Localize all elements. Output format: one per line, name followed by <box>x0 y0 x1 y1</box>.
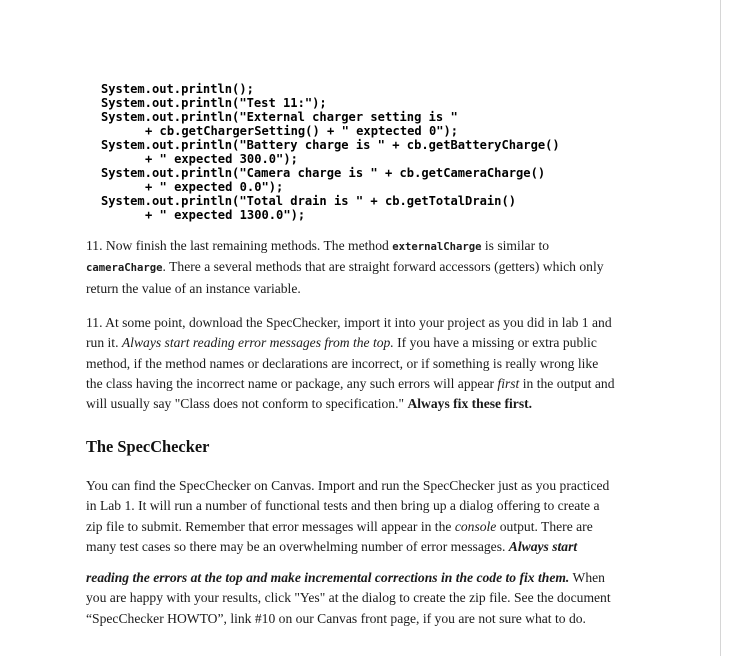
paragraph-text: output. There are <box>496 518 593 534</box>
paragraph-text: When <box>569 570 605 585</box>
code-line: + " expected 1300.0"); <box>145 208 306 222</box>
paragraph-text: method, if the method names or declarations are incorrect, or if something is really wrong like <box>86 355 599 371</box>
emphasis-text: first <box>497 375 520 391</box>
code-line: System.out.println("Test 11:"); <box>101 96 327 110</box>
paragraph-text: If you have a missing or extra public <box>393 335 597 351</box>
paragraph-text: . There a several methods that are straight forward accessors (getters) which only <box>162 259 604 275</box>
code-line: System.out.println("Battery charge is " + cb.getBatteryCharge() <box>101 138 560 152</box>
paragraph-text: in the output and <box>519 375 615 391</box>
paragraph-text: 11. Now finish the last remaining methods. The method <box>86 238 393 253</box>
paragraph-text: in Lab 1. It will run a number of functional tests and then bring up a dialog offering to create a <box>86 498 600 514</box>
paragraph-text: will usually say "Class does not conform to specification." <box>86 396 408 412</box>
paragraph-text: You can find the SpecChecker on Canvas. Import and run the SpecChecker just as you practiced <box>86 478 610 493</box>
section-heading: The SpecChecker <box>86 437 210 456</box>
paragraph-text: the class having the incorrect name or package, any such errors will appear <box>86 375 498 391</box>
paragraph-specchecker-continue <box>86 568 651 629</box>
emphasis-text: Always start reading error messages from the top. <box>121 335 394 351</box>
paragraph-text: you are happy with your results, click "Yes" at the dialog to create the zip file. See the document <box>86 590 611 606</box>
emphasis-text: console <box>454 518 497 534</box>
paragraph-text: many test cases so there may be an overwhelming number of error messages. <box>86 538 509 554</box>
code-line: System.out.println("Total drain is " + cb.getTotalDrain() <box>101 194 517 208</box>
paragraph-text: run it. <box>86 335 122 351</box>
paragraph-specchecker-intro <box>86 476 651 557</box>
strong-text: Always fix these first. <box>407 396 533 412</box>
inline-code: cameraCharge <box>86 262 163 275</box>
paragraph-text: return the value of an instance variable. <box>86 280 301 296</box>
code-line: + cb.getChargerSetting() + " exptected 0"); <box>145 124 459 138</box>
code-line: + " expected 0.0"); <box>145 180 284 194</box>
paragraph-text: zip file to submit. Remember that error messages will appear in the <box>86 518 455 534</box>
code-line: System.out.println(); <box>101 82 254 96</box>
code-line: System.out.println("External charger setting is " <box>101 110 458 124</box>
code-line: + " expected 300.0"); <box>145 152 298 166</box>
paragraph-text: 11. At some point, download the SpecChecker, import it into your project as you did in lab 1 and <box>86 315 612 330</box>
paragraph-finish-methods <box>86 236 651 299</box>
inline-code: externalCharge <box>392 241 482 253</box>
paragraph-download-specchecker <box>86 313 651 414</box>
strong-emphasis-text: reading the errors at the top and make incremental corrections in the code to fix them. <box>86 570 570 585</box>
paragraph-text: is similar to <box>481 238 550 253</box>
code-snippet <box>101 82 560 222</box>
strong-emphasis-text: Always start <box>508 538 578 554</box>
paragraph-text: “SpecChecker HOWTO”, link #10 on our Canvas front page, if you are not sure what to do. <box>86 610 586 626</box>
code-line: System.out.println("Camera charge is " + cb.getCameraCharge() <box>101 166 546 180</box>
